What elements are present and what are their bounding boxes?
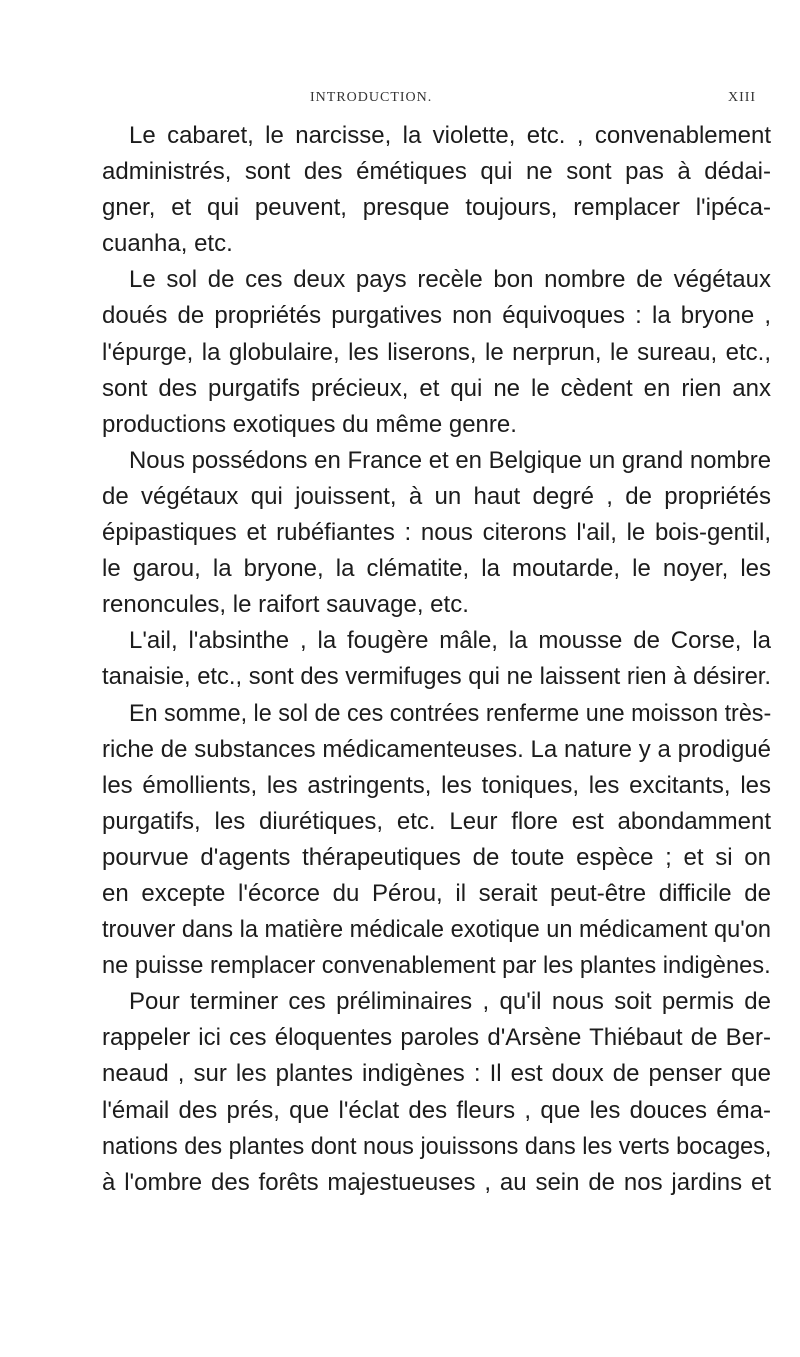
text-line: trouver dans la matière médicale exotique un médicament qu'on <box>102 916 771 944</box>
text-line: tanaisie, etc., sont des vermifuges qui ne laissent rien à désirer. <box>102 663 772 691</box>
text-line: doués de propriétés purgatives non équivoques : la bryone , <box>102 302 771 330</box>
running-title: INTRODUCTION. <box>310 90 433 105</box>
paragraph-epispastics <box>0 443 800 623</box>
paragraph-vermifuges <box>0 623 800 695</box>
text-line: cuanha, etc. <box>102 230 233 258</box>
text-line: En somme, le sol de ces contrées renferme une moisson très- <box>129 699 772 727</box>
text-line: administrés, sont des émétiques qui ne sont pas à dédai- <box>102 158 771 186</box>
text-line: pourvue d'agents thérapeutiques de toute espèce ; et si on <box>102 843 771 871</box>
text-line: gner, et qui peuvent, presque toujours, remplacer l'ipéca- <box>102 194 771 222</box>
text-line: le garou, la bryone, la clématite, la moutarde, le noyer, les <box>102 555 771 583</box>
text-line: nations des plantes dont nous jouissons dans les verts bocages, <box>102 1132 772 1160</box>
text-line: Nous possédons en France et en Belgique un grand nombre <box>129 446 772 474</box>
text-line: riche de substances médicamenteuses. La nature y a prodigué <box>102 735 771 763</box>
text-line: rappeler ici ces éloquentes paroles d'Arsène Thiébaut de Ber- <box>102 1024 771 1052</box>
paragraph-conclusion <box>0 984 800 1201</box>
paragraph-summary <box>0 696 800 985</box>
text-line: Pour terminer ces préliminaires , qu'il nous soit permis de <box>129 988 771 1016</box>
text-line: les émollients, les astringents, les toniques, les excitants, les <box>102 771 771 799</box>
paragraph-purgatives <box>0 262 800 442</box>
text-line: purgatifs, les diurétiques, etc. Leur flore est abondamment <box>102 807 771 835</box>
running-head <box>0 90 800 114</box>
text-line: à l'ombre des forêts majestueuses , au sein de nos jardins et <box>102 1168 771 1196</box>
text-line: L'ail, l'absinthe , la fougère mâle, la mousse de Corse, la <box>129 627 771 655</box>
text-line: en excepte l'écorce du Pérou, il serait peut-être difficile de <box>102 879 771 907</box>
text-line: l'émail des prés, que l'éclat des fleurs , que les douces éma- <box>102 1096 771 1124</box>
text-line: renoncules, le raifort sauvage, etc. <box>102 591 469 619</box>
text-line: épipastiques et rubéfiantes : nous citerons l'ail, le bois-gentil, <box>102 519 771 547</box>
text-line: de végétaux qui jouissent, à un haut degré , de propriétés <box>102 482 771 510</box>
text-line: neaud , sur les plantes indigènes : Il est doux de penser que <box>102 1060 771 1088</box>
text-line: Le cabaret, le narcisse, la violette, etc. , convenablement <box>129 122 771 149</box>
text-line: productions exotiques du même genre. <box>102 410 517 438</box>
page-number: XIII <box>728 90 757 105</box>
text-line: l'épurge, la globulaire, les liserons, le nerprun, le sureau, etc., <box>102 338 771 366</box>
text-line: Le sol de ces deux pays recèle bon nombre de végétaux <box>129 266 771 294</box>
text-line: sont des purgatifs précieux, et qui ne le cèdent en rien anx <box>102 374 771 402</box>
paragraph-emetics <box>0 118 800 262</box>
text-line: ne puisse remplacer convenablement par les plantes indigènes. <box>102 952 771 980</box>
body-text <box>0 118 800 1201</box>
